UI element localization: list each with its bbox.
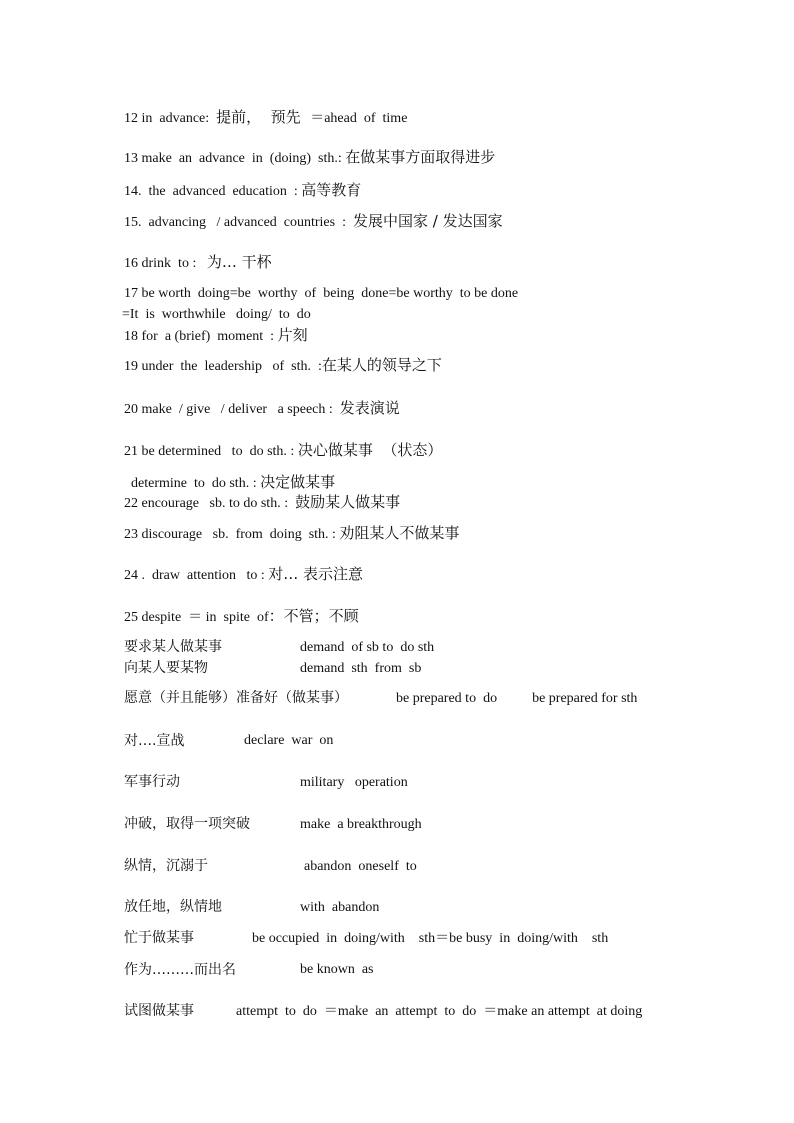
entry-chinese: 为… 干杯 bbox=[206, 253, 272, 271]
phrase-entry-12 bbox=[124, 108, 407, 128]
entry-english: 25 despite ＝ in spite of bbox=[124, 610, 269, 625]
entry-chinese: 片刻 bbox=[277, 326, 308, 344]
phrase-entry-15 bbox=[124, 212, 503, 232]
phrase-english: attempt to do ＝make an attempt to do ＝make an attempt at doing bbox=[236, 1004, 643, 1019]
entry-chinese: 对… 表示注意 bbox=[268, 565, 364, 583]
phrase-entry-17-cont bbox=[122, 306, 311, 324]
phrase-entry-18 bbox=[124, 326, 308, 346]
phrase-english: with abandon bbox=[300, 900, 380, 915]
phrase-chinese: 对….宣战 bbox=[124, 733, 185, 749]
phrase-entry-21b bbox=[124, 473, 335, 493]
entry-chinese: 提前， 预先 bbox=[216, 108, 311, 126]
phrase-entry-17 bbox=[124, 285, 518, 303]
phrase-entry-25 bbox=[124, 607, 359, 627]
entry-english: 19 under the leadership of sth. : bbox=[124, 359, 322, 374]
phrase-chinese: 纵情，沉溺于 bbox=[124, 858, 208, 874]
entry-chinese: 在做某事方面取得进步 bbox=[345, 148, 496, 166]
phrase-english: demand sth from sb bbox=[300, 661, 422, 676]
phrase-entry-20 bbox=[124, 399, 400, 419]
phrase-entry-22 bbox=[124, 493, 400, 513]
phrase-chinese: 忙于做某事 bbox=[124, 930, 194, 946]
entry-english: 20 make / give / deliver a speech : bbox=[124, 402, 340, 417]
phrase-entry-24 bbox=[124, 565, 363, 585]
entry-english: 22 encourage sb. to do sth. : bbox=[124, 496, 296, 511]
phrase-entry-21 bbox=[124, 441, 442, 461]
entry-english: 16 drink to : bbox=[124, 256, 207, 271]
phrase-english: demand of sb to do sth bbox=[300, 640, 435, 655]
phrase-english: make a breakthrough bbox=[300, 817, 422, 832]
entry-english: =It is worthwhile doing/ to do bbox=[122, 307, 311, 322]
phrase-english: abandon oneself to bbox=[304, 859, 417, 874]
phrase-chinese: 作为………而出名 bbox=[124, 962, 236, 978]
entry-equivalent: ＝ahead of time bbox=[310, 111, 408, 126]
phrase-entry-19 bbox=[124, 356, 442, 376]
phrase-entry-13 bbox=[124, 148, 495, 168]
entry-chinese: 发展中国家 / 发达国家 bbox=[352, 212, 503, 230]
phrase-chinese: 试图做某事 bbox=[124, 1003, 194, 1019]
entry-english: 12 in advance: bbox=[124, 111, 217, 126]
entry-chinese: 决心做某事 （状态） bbox=[297, 441, 443, 459]
phrase-entry-23 bbox=[124, 524, 459, 544]
entry-english: 23 discourage sb. from doing sth. : bbox=[124, 527, 340, 542]
entry-english: 17 be worth doing=be worthy of being done=be worthy to be done bbox=[124, 286, 519, 301]
phrase-english: be known as bbox=[300, 962, 374, 977]
phrase-english: be occupied in doing/with sth＝be busy in doing/with sth bbox=[252, 931, 609, 946]
phrase-chinese: 放任地，纵情地 bbox=[124, 899, 222, 915]
entry-chinese: 在某人的领导之下 bbox=[321, 356, 442, 374]
entry-chinese: 高等教育 bbox=[301, 181, 362, 199]
entry-english: 24 . draw attention to : bbox=[124, 568, 269, 583]
entry-english: 13 make an advance in (doing) sth.: bbox=[124, 151, 346, 166]
entry-chinese: 决定做某事 bbox=[260, 473, 336, 491]
phrase-chinese: 要求某人做某事 bbox=[124, 639, 222, 655]
entry-english: determine to do sth. : bbox=[124, 476, 261, 491]
phrase-english: declare war on bbox=[244, 733, 334, 748]
phrase-entry-16 bbox=[124, 253, 272, 273]
entry-chinese: 鼓励某人做某事 bbox=[295, 493, 401, 511]
phrase-chinese: 冲破，取得一项突破 bbox=[124, 816, 250, 832]
entry-chinese: 劝阻某人不做某事 bbox=[339, 524, 460, 542]
phrase-chinese: 愿意（并且能够）准备好（做某事） bbox=[124, 690, 348, 706]
entry-english: 15. advancing / advanced countries : bbox=[124, 215, 353, 230]
entry-chinese: 发表演说 bbox=[339, 399, 400, 417]
phrase-chinese: 军事行动 bbox=[124, 774, 180, 790]
entry-english: 18 for a (brief) moment : bbox=[124, 329, 278, 344]
entry-chinese: ：不管；不顾 bbox=[268, 607, 359, 625]
entry-english: 21 be determined to do sth. : bbox=[124, 444, 298, 459]
phrase-entry-14 bbox=[124, 181, 361, 201]
phrase-english: military operation bbox=[300, 775, 408, 790]
phrase-english: be prepared to do be prepared for sth bbox=[396, 691, 638, 706]
entry-english: 14. the advanced education : bbox=[124, 184, 302, 199]
phrase-chinese: 向某人要某物 bbox=[124, 660, 208, 676]
